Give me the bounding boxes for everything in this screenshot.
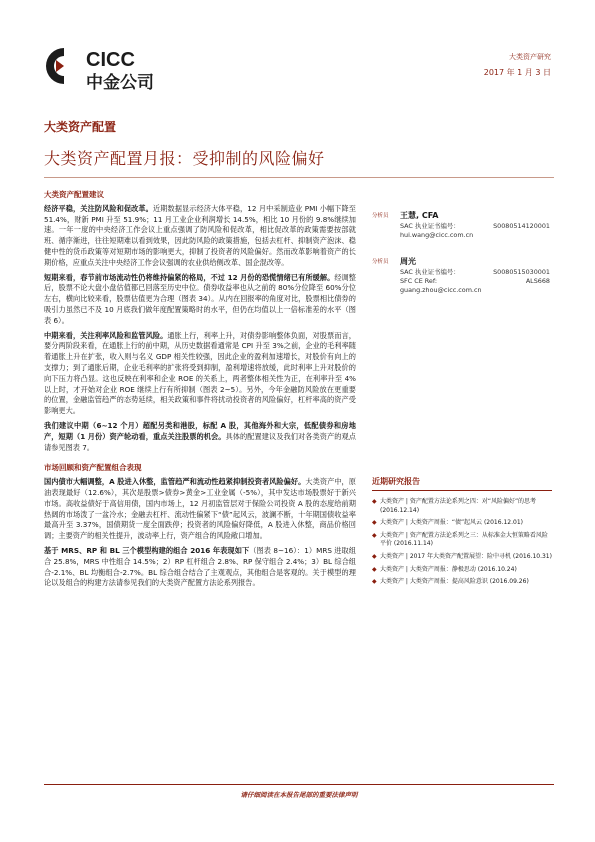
analyst-email[interactable]: guang.zhou@cicc.com.cn xyxy=(400,286,482,294)
recent-reports-list xyxy=(372,498,552,591)
section-title: 大类资产配置 xyxy=(44,120,117,134)
analyst-email[interactable]: hui.wang@cicc.com.cn xyxy=(400,231,474,239)
bullet-icon: ◆ xyxy=(372,498,377,505)
analyst-tag: 分析员 xyxy=(372,213,389,219)
analyst-tag: 分析员 xyxy=(372,259,389,265)
main-body xyxy=(44,190,356,593)
legal-notice: 请仔细阅读在本报告尾部的重要法律声明 xyxy=(240,791,358,799)
analyst-card xyxy=(372,256,552,312)
report-link[interactable] xyxy=(372,566,552,575)
report-title: 大类资产 | 大类资产周报：“债”起风云 (2016.12.01) xyxy=(380,519,523,527)
analyst-name: 王慧, CFA xyxy=(400,211,439,220)
footer-divider xyxy=(44,784,554,785)
report-title: 大类资产 | 资产配置方法论系列之四：对“风险偏好”的思考 (2016.12.14) xyxy=(380,498,537,514)
cert-label: SAC 执业证书编号： xyxy=(400,268,460,276)
paragraph-5 xyxy=(44,477,356,542)
logo-cn-text: 中金公司 xyxy=(86,73,154,93)
analyst-sfc xyxy=(400,277,550,286)
cert-label: SAC 执业证书编号： xyxy=(400,222,460,230)
paragraph-2 xyxy=(44,273,356,327)
report-title: 大类资产 | 2017 年大类资产配置展望：险中寻机 (2016.10.31) xyxy=(380,552,552,560)
report-category: 大类资产研究 xyxy=(509,53,551,61)
heading-review: 市场回顾和资产配置组合表现 xyxy=(44,463,142,473)
logo-en-text: CICC xyxy=(86,49,135,71)
paragraph-6-text: （图表 8~16）：1）MRS 进取组合 25.8%，MRS 中性组合 14.5%；2）RP 杠杆组合 2.8%、RP 保守组合 2.4%；3）BL 综合组合-2.1%、BL 均衡组合-2.7%。BL 综合组合结合了主观观点，其他组合是客观的。关于模型的理论以及组合的构建方法请参见我们的大类资产配置方法论系列报告。 xyxy=(44,545,356,588)
analyst-panel xyxy=(372,210,552,330)
report-title: 大类资产 | 资产配置方法论系列之三：从标准金大恒策略看风险平价 (2016.11.14) xyxy=(380,531,548,548)
page-title: 大类资产配置月报：受抑制的风险偏好 xyxy=(44,149,325,168)
bullet-icon: ◆ xyxy=(372,565,377,573)
paragraph-1-text: 近期数据显示经济大体平稳，12 月中采制造业 PMI 小幅下降至 51.4%，财新 PMI 升至 51.9%；11 月工业企业利润增长 14.5%，相比 10 月份的 9.8%继续加速。一年一度的中央经济工作会议上重点强调了防风险和促改革，相比促改革的政策需要按部就班、循序渐进，往往短期难以看到效果，因此防风险的政策措施，包括去杠杆、抑制资产泡沫、稳健中性的货币政策等对短期市场的影响更大，抑制了投资者的风险偏好。然而改革影响着资产的长期价格，应重点关注中央经济工作会议强调的农业供给侧改革、国企混改等。 xyxy=(44,203,356,267)
bullet-icon: ◆ xyxy=(372,531,377,539)
analyst-name: 周光 xyxy=(400,257,416,266)
sfc-label: SFC CE Ref: xyxy=(400,277,438,285)
report-link[interactable] xyxy=(372,553,552,562)
paragraph-4-lead: 我们建议中期（6~12 个月）超配另类和港股，标配 A 股，其他海外和大宗，低配债券和房地产，短期（1 月份）资产轮动看，重点关注股票的机会。 xyxy=(44,420,356,441)
report-title: 大类资产 | 大类资产周报：静极思动 (2016.10.24) xyxy=(380,565,517,573)
paragraph-1 xyxy=(44,204,356,269)
paragraph-4 xyxy=(44,421,356,453)
title-divider xyxy=(44,177,554,178)
paragraph-3 xyxy=(44,331,356,417)
paragraph-6-lead: 基于 MRS、RP 和 BL 三个模型构建的组合 2016 年表现如下 xyxy=(44,545,250,555)
paragraph-3-lead: 中期来看，关注利率风险和监管风险。 xyxy=(44,330,168,340)
cert-number: S0080514120001 xyxy=(493,222,550,230)
analyst-info xyxy=(400,256,550,295)
report-link[interactable] xyxy=(372,519,552,528)
report-title: 大类资产 | 大类资产周报：提高风险意识 (2016.09.26) xyxy=(380,578,529,586)
paragraph-5-lead: 国内债市大幅调整，A 股进入休整，监管趋严和流动性趋紧抑制投资者风险偏好。 xyxy=(44,477,306,487)
paragraph-5-text: 大类资产中，原油表现最好（12.6%），其次是股票>债券>黄金>工业金属（-5%），其中发达市场股票好于新兴市场。高收益债好于高信用债，国内市场上，12 月初监管层对于保险公司投资 A 股的态度给前期热阔的市场泼了一盆冷水；金融去杠杆、流动性偏紧下“债”起风云，波澜不断，十年期国债收益率最高升至 3.37%，国债期货一度全面跌停；投资者的风险偏好降低，A 股进入休整，商品价格回调；主要资产的相关性提升，波动率上行，资产组合的风险敞口增加。 xyxy=(44,477,356,541)
analyst-cert xyxy=(400,222,550,231)
sfc-number: ALS668 xyxy=(525,277,550,285)
report-link[interactable] xyxy=(372,498,552,515)
recent-reports-title: 近期研究报告 xyxy=(372,476,552,491)
report-date: 2017 年 1 月 3 日 xyxy=(483,68,551,77)
paragraph-2-text: 经调整后，股票不论大盘小盘估值都已回落至历史中位。债券收益率也从之前的 80%分位降至 60%分位左右，横向比较来看，股票估值更为合理（图表 34）。从内在回报率的角度对比，股票相比债券的吸引力虽然已不及 10 月底我们做年度配置策略时的水平，但仍在均值以上一倍标准差的水平（图表 6）。 xyxy=(44,272,356,325)
heading-allocation: 大类资产配置建议 xyxy=(44,190,104,199)
paragraph-3-text: 通胀上行，利率上升，对债券影响整体负面，对股票而言，要分两阶段来看，在通胀上行的前中期，从历史数据看通常是 CPI 升至 3%之前，企业的毛利率随着通胀上升在扩张，收入则与名义 GDP 相关性较强，因此企业的盈利加速增长，对股价有向上的支撑力；到了通胀后期，企业毛利率的扩张将受到抑制，盈利增速将放缓，此时利率上升对股价的向下压力将凸显。这也反映在利率和企业 ROE 的关系上，两者整体相关性为正，在利率升至 4%以上时，才开始对企业 ROE 继续上行有所抑制（图表 2~5）。另外，今年金融防风险放在更重要的位置，金融监管趋严的态势延续，相关政策和事件将扰动投资者的风险偏好，杠杆率高的资产受影响更大。 xyxy=(44,330,356,416)
paragraph-4-text: 具体的配置建议及我们对各类资产的观点请参见图表 7。 xyxy=(44,431,356,452)
analyst-cert xyxy=(400,268,550,277)
report-link[interactable] xyxy=(372,532,552,549)
analyst-info xyxy=(400,210,550,240)
bullet-icon: ◆ xyxy=(372,578,377,586)
paragraph-2-lead: 短期来看，春节前市场流动性仍将维持偏紧的格局，不过 12 月份的恐慌情绪已有所缓解。 xyxy=(44,272,335,282)
bullet-icon: ◆ xyxy=(372,519,377,527)
cert-number: S0080515030001 xyxy=(493,268,550,276)
cicc-logo xyxy=(44,40,194,100)
report-link[interactable] xyxy=(372,578,552,587)
cicc-logo-mark-icon xyxy=(44,40,194,100)
paragraph-6 xyxy=(44,546,356,589)
bullet-icon: ◆ xyxy=(372,552,377,560)
paragraph-1-lead: 经济平稳，关注防风险和促改革。 xyxy=(44,203,153,213)
